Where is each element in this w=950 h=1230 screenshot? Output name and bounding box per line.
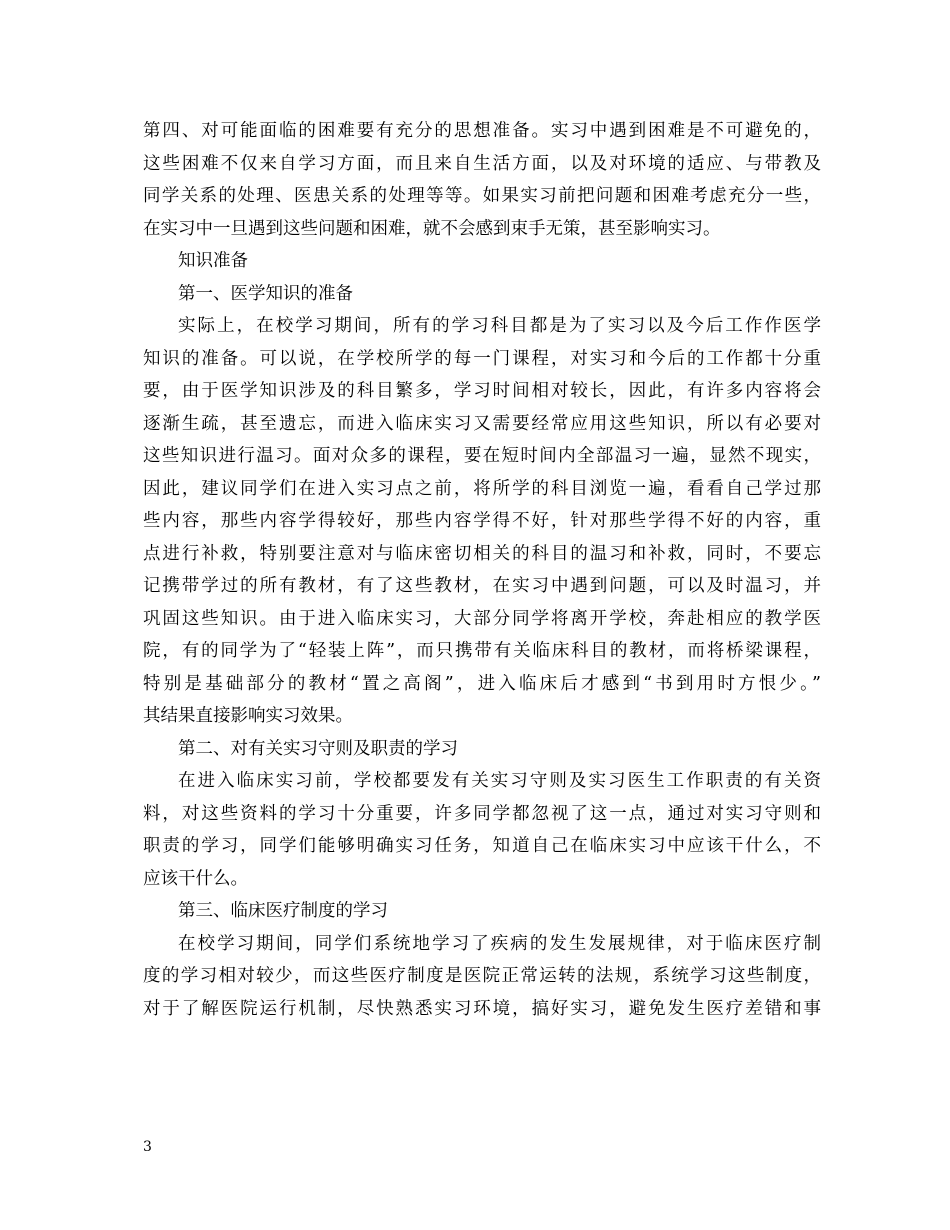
text-line: 对于了解医院运行机制，尽快熟悉实习环境，搞好实习，避免发生医疗差错和事 [143, 998, 821, 1019]
text-line: 应该干什么。 [143, 868, 248, 889]
text-line: 料，对这些资料的学习十分重要，许多同学都忽视了这一点，通过对实习守则和 [143, 803, 821, 824]
text-line: 第一、医学知识的准备 [178, 283, 353, 304]
text-line: 在校学习期间，同学们系统地学习了疾病的发生发展规律，对于临床医疗制 [178, 933, 821, 954]
text-line: 逐渐生疏，甚至遗忘，而进入临床实习又需要经常应用这些知识，所以有必要对 [143, 413, 821, 434]
text-line: 度的学习相对较少，而这些医疗制度是医院正常运转的法规，系统学习这些制度， [143, 966, 821, 986]
text-line: 在进入临床实习前，学校都要发有关实习守则及实习医生工作职责的有关资 [178, 771, 821, 791]
text-line: 这些困难不仅来自学习方面，而且来自生活方面，以及对环境的适应、与带教及 [143, 153, 821, 174]
text-line: 巩固这些知识。由于进入临床实习，大部分同学将离开学校，奔赴相应的教学医 [143, 608, 821, 629]
text-line: 知识的准备。可以说，在学校所学的每一门课程，对实习和今后的工作都十分重 [143, 348, 821, 369]
text-line: 同学关系的处理、医患关系的处理等等。如果实习前把问题和困难考虑充分一些， [143, 186, 821, 206]
text-line: 职责的学习，同学们能够明确实习任务，知道自己在临床实习中应该干什么，不 [143, 836, 821, 856]
text-line: 实际上，在校学习期间，所有的学习科目都是为了实习以及今后工作作医学 [178, 316, 821, 336]
text-line: 其结果直接影响实习效果。 [143, 706, 353, 726]
text-line: 记携带学过的所有教材，有了这些教材，在实习中遇到问题，可以及时温习，并 [143, 576, 821, 596]
text-line: 这些知识进行温习。面对众多的课程，要在短时间内全部温习一遍，显然不现实， [143, 446, 821, 466]
text-line: 知识准备 [178, 251, 248, 271]
text-line: 要，由于医学知识涉及的科目繁多，学习时间相对较长，因此，有许多内容将会 [143, 381, 821, 401]
text-line: 特别是基础部分的教材“置之高阁”，进入临床后才感到“书到用时方恨少。” [143, 673, 821, 694]
text-line: 第二、对有关实习守则及职责的学习 [178, 738, 458, 759]
text-line: 因此，建议同学们在进入实习点之前，将所学的科目浏览一遍，看看自己学过那 [143, 478, 821, 499]
text-line: 第四、对可能面临的困难要有充分的思想准备。实习中遇到困难是不可避免的， [143, 121, 821, 141]
text-line: 第三、临床医疗制度的学习 [178, 901, 388, 921]
text-line: 院，有的同学为了“轻装上阵”，而只携带有关临床科目的教材，而将桥梁课程， [143, 641, 821, 661]
body-text [143, 115, 821, 1025]
text-line: 些内容，那些内容学得较好，那些内容学得不好，针对那些学得不好的内容，重 [143, 511, 821, 531]
page-number: 3 [143, 1139, 152, 1155]
text-line: 在实习中一旦遇到这些问题和困难，就不会感到束手无策，甚至影响实习。 [143, 218, 721, 239]
text-line: 点进行补救，特别要注意对与临床密切相关的科目的温习和补救，同时，不要忘 [143, 543, 821, 564]
